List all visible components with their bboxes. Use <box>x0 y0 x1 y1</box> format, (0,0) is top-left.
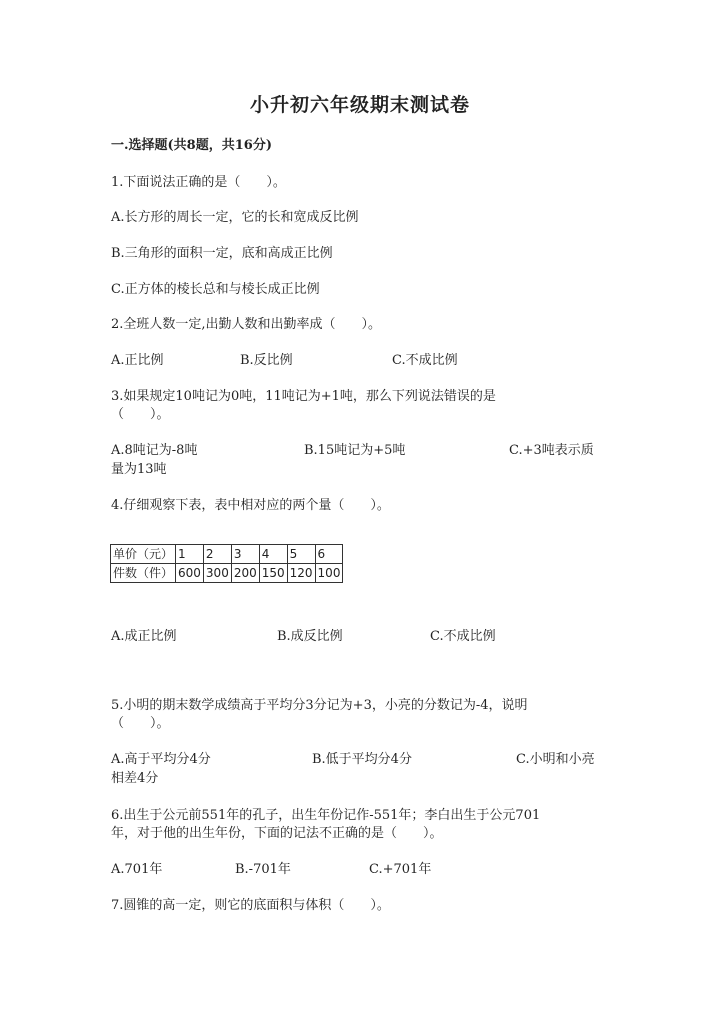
question-1-option-a: A.长方形的周长一定，它的长和宽成反比例 <box>111 210 359 225</box>
table-cell: 2 <box>203 545 231 564</box>
question-6-option-b: B.-701年 <box>235 862 291 877</box>
question-5-option-a: A.高于平均分4分 <box>111 752 211 767</box>
question-1-option-b: B.三角形的面积一定，底和高成正比例 <box>111 246 333 261</box>
section-heading: 一.选择题(共8题，共16分) <box>111 138 272 153</box>
question-6-stem: 6.出生于公元前551年的孔子，出生年份记作-551年；李白出生于公元701 <box>111 808 541 823</box>
table-cell: 3 <box>231 545 259 564</box>
question-3-stem-cont: （ ）。 <box>111 407 170 422</box>
question-4-stem: 4.仔细观察下表，表中相对应的两个量（ ）。 <box>111 498 390 513</box>
page-title: 小升初六年级期末测试卷 <box>249 94 470 116</box>
question-5-stem-cont: （ ）。 <box>111 716 170 731</box>
question-4-option-c: C.不成比例 <box>430 629 496 644</box>
question-3-stem: 3.如果规定10吨记为0吨，11吨记为+1吨，那么下列说法错误的是 <box>111 389 496 404</box>
question-6-option-c: C.+701年 <box>369 862 432 877</box>
table-cell: 5 <box>287 545 315 564</box>
question-1-option-c: C.正方体的棱长总和与棱长成正比例 <box>111 282 320 297</box>
question-1-stem: 1.下面说法正确的是（ ）。 <box>111 175 286 190</box>
question-3-option-b: B.15吨记为+5吨 <box>304 443 406 458</box>
question-5-option-c-cont: 相差4分 <box>111 771 159 786</box>
table-cell: 150 <box>259 564 287 583</box>
question-4-option-a: A.成正比例 <box>111 629 177 644</box>
question-3-option-c-cont: 量为13吨 <box>111 462 167 477</box>
price-quantity-table <box>110 544 343 583</box>
question-2-option-a: A.正比例 <box>111 353 164 368</box>
table-row <box>111 545 343 564</box>
question-5-stem: 5.小明的期末数学成绩高于平均分3分记为+3，小亮的分数记为-4，说明 <box>111 698 528 713</box>
table-cell: 4 <box>259 545 287 564</box>
question-3-option-c: C.+3吨表示质 <box>509 443 594 458</box>
question-6-option-a: A.701年 <box>111 862 163 877</box>
question-7-stem: 7.圆锥的高一定，则它的底面积与体积（ ）。 <box>111 898 390 913</box>
question-5-option-b: B.低于平均分4分 <box>312 752 412 767</box>
table-row <box>111 564 343 583</box>
table-cell: 600 <box>176 564 204 583</box>
question-2-stem: 2.全班人数一定,出勤人数和出勤率成（ ）。 <box>111 317 382 332</box>
question-4-option-b: B.成反比例 <box>277 629 343 644</box>
table-cell: 120 <box>287 564 315 583</box>
table-cell: 200 <box>231 564 259 583</box>
table-cell: 单价（元） <box>111 545 176 564</box>
table-cell: 1 <box>176 545 204 564</box>
table-cell: 300 <box>203 564 231 583</box>
question-6-stem-cont: 年，对于他的出生年份，下面的记法不正确的是（ ）。 <box>111 826 443 841</box>
question-5-option-c: C.小明和小亮 <box>516 752 595 767</box>
table-cell: 6 <box>315 545 343 564</box>
table-cell: 100 <box>315 564 343 583</box>
table-cell: 件数（件） <box>111 564 176 583</box>
question-3-option-a: A.8吨记为-8吨 <box>111 443 198 458</box>
question-2-option-c: C.不成比例 <box>392 353 458 368</box>
question-2-option-b: B.反比例 <box>240 353 293 368</box>
